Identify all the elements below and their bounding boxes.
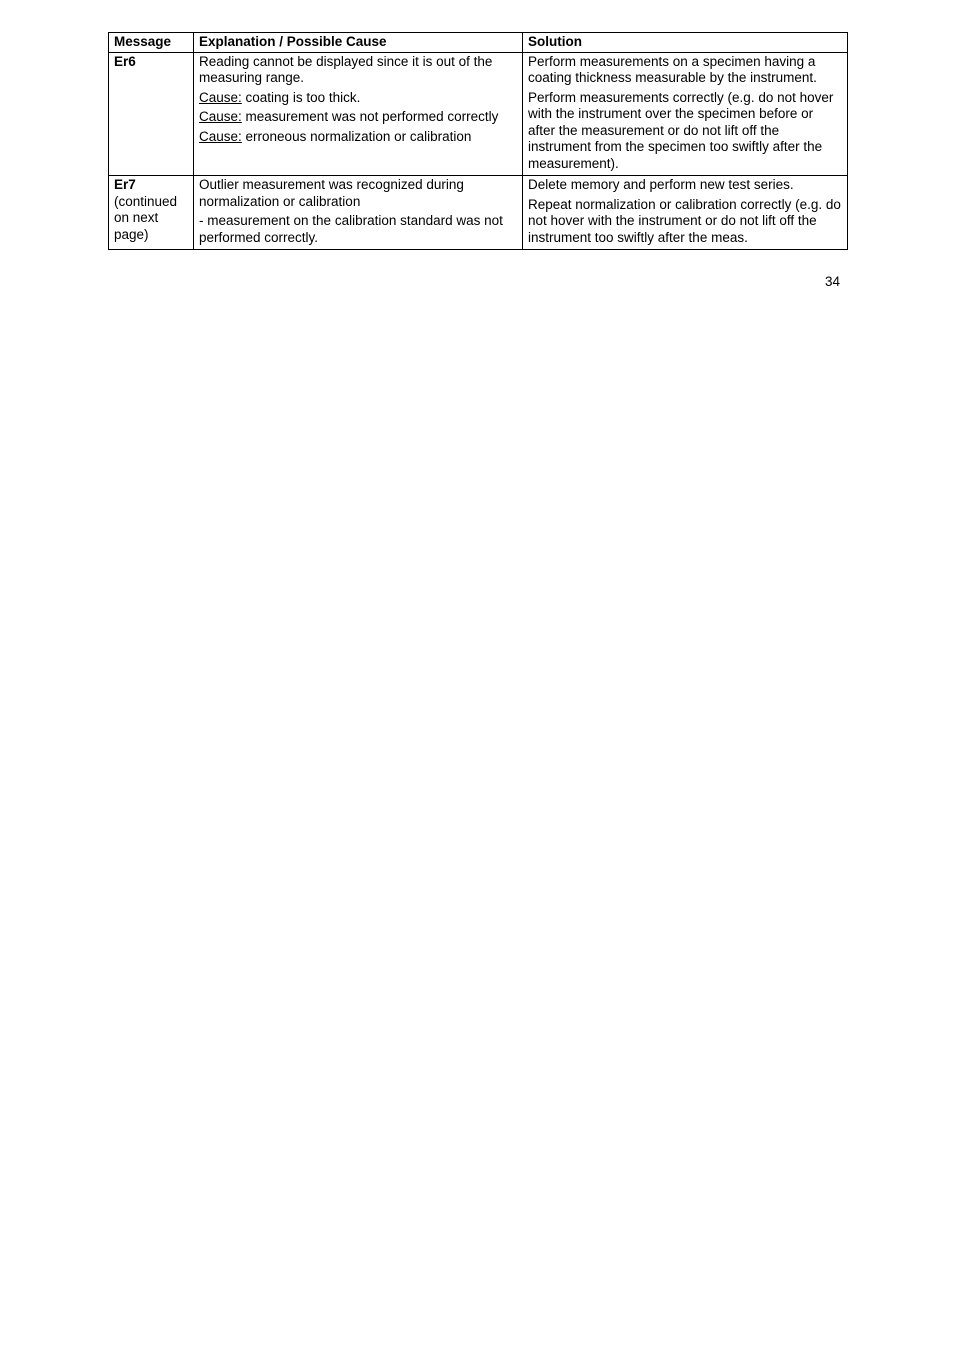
explanation-text: coating is too thick. — [241, 89, 361, 105]
table-row — [109, 52, 848, 176]
explanation-paragraph: - measurement on the calibration standard was not performed correctly. — [199, 213, 503, 245]
table-row — [109, 176, 848, 250]
table-header-row — [109, 33, 848, 53]
error-code: Er6 — [114, 53, 136, 69]
header-solution: Solution — [523, 33, 848, 53]
cause-label: Cause: — [199, 89, 242, 105]
explanation-cell — [194, 52, 523, 176]
message-cell — [109, 176, 194, 250]
explanation-paragraph — [199, 54, 517, 87]
solution-paragraph: Perform measurements on a specimen having a coating thickness measurable by the instrument. — [528, 53, 817, 85]
solution-cell — [523, 52, 848, 176]
error-code: Er7 — [114, 177, 136, 192]
solution-paragraph: Delete memory and perform new test series. — [528, 177, 794, 192]
message-cell — [109, 52, 194, 176]
cause-label: Cause: — [199, 109, 242, 124]
page-number: 34 — [824, 274, 840, 289]
header-explanation: Explanation / Possible Cause — [194, 33, 523, 53]
explanation-text: measurement was not performed correctly — [241, 109, 499, 124]
explanation-paragraph — [199, 109, 517, 126]
continued-note: (continued on next page) — [114, 193, 178, 242]
explanation-text: erroneous normalization or calibration — [241, 128, 472, 144]
explanation-paragraph: Outlier measurement was recognized during normalization or calibration — [199, 177, 464, 209]
explanation-paragraph — [199, 129, 517, 146]
explanation-cell — [194, 176, 523, 250]
error-messages-table — [108, 32, 848, 250]
explanation-text: Reading cannot be displayed since it is out of the measuring range. — [199, 53, 493, 85]
solution-paragraph: Perform measurements correctly (e.g. do not hover with the instrument over the specimen before or after the measurement or do not lift off the instrument from the specimen too swiftly after the measurement). — [528, 89, 834, 171]
solution-paragraph: Repeat normalization or calibration correctly (e.g. do not hover with the instrument or do not lift off the instrument too swiftly after the meas. — [528, 196, 841, 245]
header-message: Message — [109, 33, 194, 53]
explanation-paragraph — [199, 90, 517, 107]
solution-cell — [523, 176, 848, 250]
cause-label: Cause: — [199, 128, 242, 144]
